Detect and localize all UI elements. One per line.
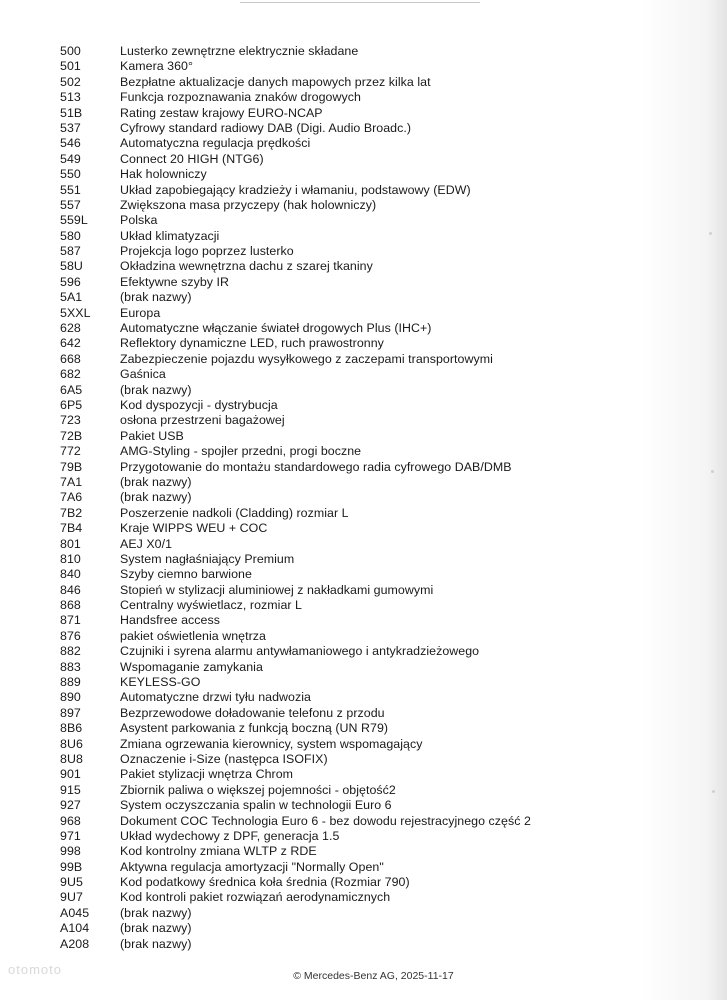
option-description: Europa	[120, 305, 161, 320]
option-code: 557	[60, 197, 81, 212]
list-item	[60, 183, 700, 198]
option-code: 537	[60, 120, 81, 135]
option-code: 99B	[60, 859, 83, 874]
option-description: Automatyczne włączanie świateł drogowych Plus (IHC+)	[120, 321, 432, 336]
list-item	[60, 752, 700, 767]
option-code: 840	[60, 567, 81, 582]
list-item	[60, 506, 700, 521]
list-item	[60, 860, 700, 875]
option-code: 559L	[60, 213, 88, 228]
option-code: 8B6	[60, 721, 83, 736]
option-code: 871	[60, 613, 81, 628]
option-description: Connect 20 HIGH (NTG6)	[120, 151, 264, 166]
list-item	[60, 198, 700, 213]
list-item	[60, 152, 700, 167]
option-description: Projekcja logo poprzez lusterko	[120, 244, 294, 259]
list-item	[60, 229, 700, 244]
option-description: Czujniki i syrena alarmu antywłamaniowego i antykradzieżowego	[120, 644, 480, 659]
option-code: 890	[60, 690, 81, 705]
watermark: otomoto	[8, 962, 62, 977]
option-description: Kod kontroli pakiet rozwiązań aerodynamicznych	[120, 890, 391, 905]
list-item	[60, 321, 700, 336]
list-item	[60, 844, 700, 859]
option-code: 7B2	[60, 505, 83, 520]
list-item	[60, 721, 700, 736]
option-code: 889	[60, 675, 81, 690]
list-item	[60, 413, 700, 428]
option-description: KEYLESS-GO	[120, 675, 201, 690]
option-code: 682	[60, 367, 81, 382]
option-code: 801	[60, 536, 81, 551]
option-code: 580	[60, 228, 81, 243]
option-description: Przygotowanie do montażu standardowego radia cyfrowego DAB/DMB	[120, 459, 512, 474]
list-item	[60, 552, 700, 567]
option-code: 8U6	[60, 736, 83, 751]
option-code: 550	[60, 167, 81, 182]
option-code: A208	[60, 936, 90, 951]
list-item	[60, 336, 700, 351]
option-description: Zabezpieczenie pojazdu wysyłkowego z zaczepami transportowymi	[120, 351, 493, 366]
list-item	[60, 706, 700, 721]
option-description: pakiet oświetlenia wnętrza	[120, 628, 266, 643]
scan-edge-shadow	[707, 0, 727, 1000]
option-description: Automatyczna regulacja prędkości	[120, 136, 311, 151]
option-description: Gaśnica	[120, 367, 166, 382]
scan-speck	[709, 232, 712, 235]
option-code: 6A5	[60, 382, 83, 397]
list-item	[60, 521, 700, 536]
option-code: 551	[60, 182, 81, 197]
option-code: 502	[60, 74, 81, 89]
list-item	[60, 352, 700, 367]
option-description: Cyfrowy standard radiowy DAB (Digi. Audio Broadc.)	[120, 120, 412, 135]
option-code: 883	[60, 659, 81, 674]
option-description: (brak nazwy)	[120, 490, 192, 505]
list-item	[60, 444, 700, 459]
option-code: 72B	[60, 428, 83, 443]
option-code: 51B	[60, 105, 83, 120]
option-code: 5A1	[60, 290, 83, 305]
list-item	[60, 567, 700, 582]
equipment-code-list	[60, 44, 700, 952]
option-description: Kod podatkowy średnica koła średnia (Rozmiar 790)	[120, 875, 410, 890]
option-code: 6P5	[60, 397, 83, 412]
option-code: 642	[60, 336, 81, 351]
option-description: Rating zestaw krajowy EURO-NCAP	[120, 105, 323, 120]
option-description: Centralny wyświetlacz, rozmiar L	[120, 598, 303, 613]
list-item	[60, 44, 700, 59]
list-item	[60, 90, 700, 105]
option-description: Zwiększona masa przyczepy (hak holowniczy)	[120, 197, 377, 212]
option-description: Lusterko zewnętrzne elektrycznie składane	[120, 44, 359, 58]
list-item	[60, 367, 700, 382]
option-description: Asystent parkowania z funkcją boczną (UN R79)	[120, 721, 389, 736]
option-code: 897	[60, 705, 81, 720]
list-item	[60, 167, 700, 182]
option-code: 501	[60, 59, 81, 74]
option-description: Reflektory dynamiczne LED, ruch prawostronny	[120, 336, 384, 351]
option-description: Bezpłatne aktualizacje danych mapowych przez kilka lat	[120, 74, 431, 89]
option-code: 58U	[60, 259, 83, 274]
list-item	[60, 275, 700, 290]
option-description: Zmiana ogrzewania kierownicy, system wspomagający	[120, 736, 423, 751]
option-code: 868	[60, 598, 81, 613]
option-description: Kamera 360°	[120, 59, 194, 74]
top-scan-line	[240, 2, 480, 3]
option-description: Oznaczenie i-Size (następca ISOFIX)	[120, 751, 328, 766]
option-code: 901	[60, 767, 81, 782]
option-code: 500	[60, 44, 81, 58]
option-code: 513	[60, 90, 81, 105]
option-description: Hak holowniczy	[120, 167, 207, 182]
option-code: 846	[60, 582, 81, 597]
list-item	[60, 121, 700, 136]
list-item	[60, 921, 700, 936]
option-description: (brak nazwy)	[120, 474, 192, 489]
option-description: Aktywna regulacja amortyzacji "Normally Open"	[120, 859, 384, 874]
option-description: (brak nazwy)	[120, 905, 192, 920]
list-item	[60, 613, 700, 628]
list-item	[60, 906, 700, 921]
list-item	[60, 767, 700, 782]
list-item	[60, 136, 700, 151]
option-description: Bezprzewodowe doładowanie telefonu z przodu	[120, 705, 385, 720]
option-description: Handsfree access	[120, 613, 220, 628]
list-item	[60, 398, 700, 413]
list-item	[60, 629, 700, 644]
list-item	[60, 675, 700, 690]
list-item	[60, 490, 700, 505]
list-item	[60, 244, 700, 259]
option-description: Automatyczne drzwi tyłu nadwozia	[120, 690, 311, 705]
list-item	[60, 660, 700, 675]
option-description: System nagłaśniający Premium	[120, 551, 295, 566]
option-description: System oczyszczania spalin w technologii Euro 6	[120, 798, 392, 813]
option-description: (brak nazwy)	[120, 921, 192, 936]
option-code: 882	[60, 644, 81, 659]
list-item	[60, 890, 700, 905]
option-code: 8U8	[60, 751, 83, 766]
option-description: Stopień w stylizacji aluminiowej z nakładkami gumowymi	[120, 582, 434, 597]
option-code: 628	[60, 321, 81, 336]
option-description: Kod kontrolny zmiana WLTP z RDE	[120, 844, 317, 859]
option-description: Zbiornik paliwa o większej pojemności - objętość2	[120, 782, 396, 797]
option-description: AMG-Styling - spojler przedni, progi boczne	[120, 444, 362, 459]
option-description: osłona przestrzeni bagażowej	[120, 413, 285, 428]
list-item	[60, 213, 700, 228]
list-item	[60, 875, 700, 890]
list-item	[60, 460, 700, 475]
list-item	[60, 106, 700, 121]
option-code: 587	[60, 244, 81, 259]
option-description: Okładzina wewnętrzna dachu z szarej tkaniny	[120, 259, 373, 274]
option-code: 876	[60, 628, 81, 643]
option-description: (brak nazwy)	[120, 936, 192, 951]
option-description: Poszerzenie nadkoli (Cladding) rozmiar L	[120, 505, 349, 520]
footer-copyright: © Mercedes-Benz AG, 2025-11-17	[293, 970, 454, 982]
list-item	[60, 814, 700, 829]
option-code: 772	[60, 444, 81, 459]
list-item	[60, 644, 700, 659]
list-item	[60, 59, 700, 74]
option-description: (brak nazwy)	[120, 290, 192, 305]
list-item	[60, 75, 700, 90]
option-code: 9U7	[60, 890, 83, 905]
option-code: 968	[60, 813, 81, 828]
option-description: AEJ X0/1	[120, 536, 173, 551]
option-code: 5XXL	[60, 305, 91, 320]
option-code: 7A1	[60, 474, 83, 489]
list-item	[60, 829, 700, 844]
list-item	[60, 783, 700, 798]
option-code: 971	[60, 828, 81, 843]
option-description: Kraje WIPPS WEU + COC	[120, 521, 268, 536]
list-item	[60, 937, 700, 952]
list-item	[60, 798, 700, 813]
option-code: 723	[60, 413, 81, 428]
option-description: Dokument COC Technologia Euro 6 - bez dowodu rejestracyjnego część 2	[120, 813, 531, 828]
scan-speck	[712, 790, 715, 793]
scan-speck	[711, 470, 714, 473]
list-item	[60, 475, 700, 490]
option-code: 596	[60, 274, 81, 289]
option-description: Funkcja rozpoznawania znaków drogowych	[120, 90, 361, 105]
option-code: 7B4	[60, 521, 83, 536]
option-code: 810	[60, 551, 81, 566]
option-description: Efektywne szyby IR	[120, 274, 230, 289]
list-item	[60, 383, 700, 398]
option-description: Wspomaganie zamykania	[120, 659, 263, 674]
option-code: 549	[60, 151, 81, 166]
list-item	[60, 429, 700, 444]
option-code: 7A6	[60, 490, 83, 505]
option-description: Układ klimatyzacji	[120, 228, 220, 243]
option-description: Kod dyspozycji - dystrybucja	[120, 397, 278, 412]
option-code: 915	[60, 782, 81, 797]
list-item	[60, 583, 700, 598]
option-code: 546	[60, 136, 81, 151]
list-item	[60, 290, 700, 305]
option-description: Pakiet USB	[120, 428, 184, 443]
option-code: 79B	[60, 459, 83, 474]
option-code: 9U5	[60, 875, 83, 890]
list-item	[60, 306, 700, 321]
option-description: Układ zapobiegający kradzieży i włamaniu, podstawowy (EDW)	[120, 182, 471, 197]
option-description: Układ wydechowy z DPF, generacja 1.5	[120, 828, 340, 843]
option-code: 927	[60, 798, 81, 813]
option-code: 998	[60, 844, 81, 859]
list-item	[60, 598, 700, 613]
option-description: Pakiet stylizacji wnętrza Chrom	[120, 767, 294, 782]
option-code: A045	[60, 905, 90, 920]
option-description: (brak nazwy)	[120, 382, 192, 397]
option-description: Polska	[120, 213, 158, 228]
list-item	[60, 737, 700, 752]
list-item	[60, 690, 700, 705]
list-item	[60, 537, 700, 552]
option-description: Szyby ciemno barwione	[120, 567, 252, 582]
option-code: 668	[60, 351, 81, 366]
list-item	[60, 259, 700, 274]
option-code: A104	[60, 921, 90, 936]
